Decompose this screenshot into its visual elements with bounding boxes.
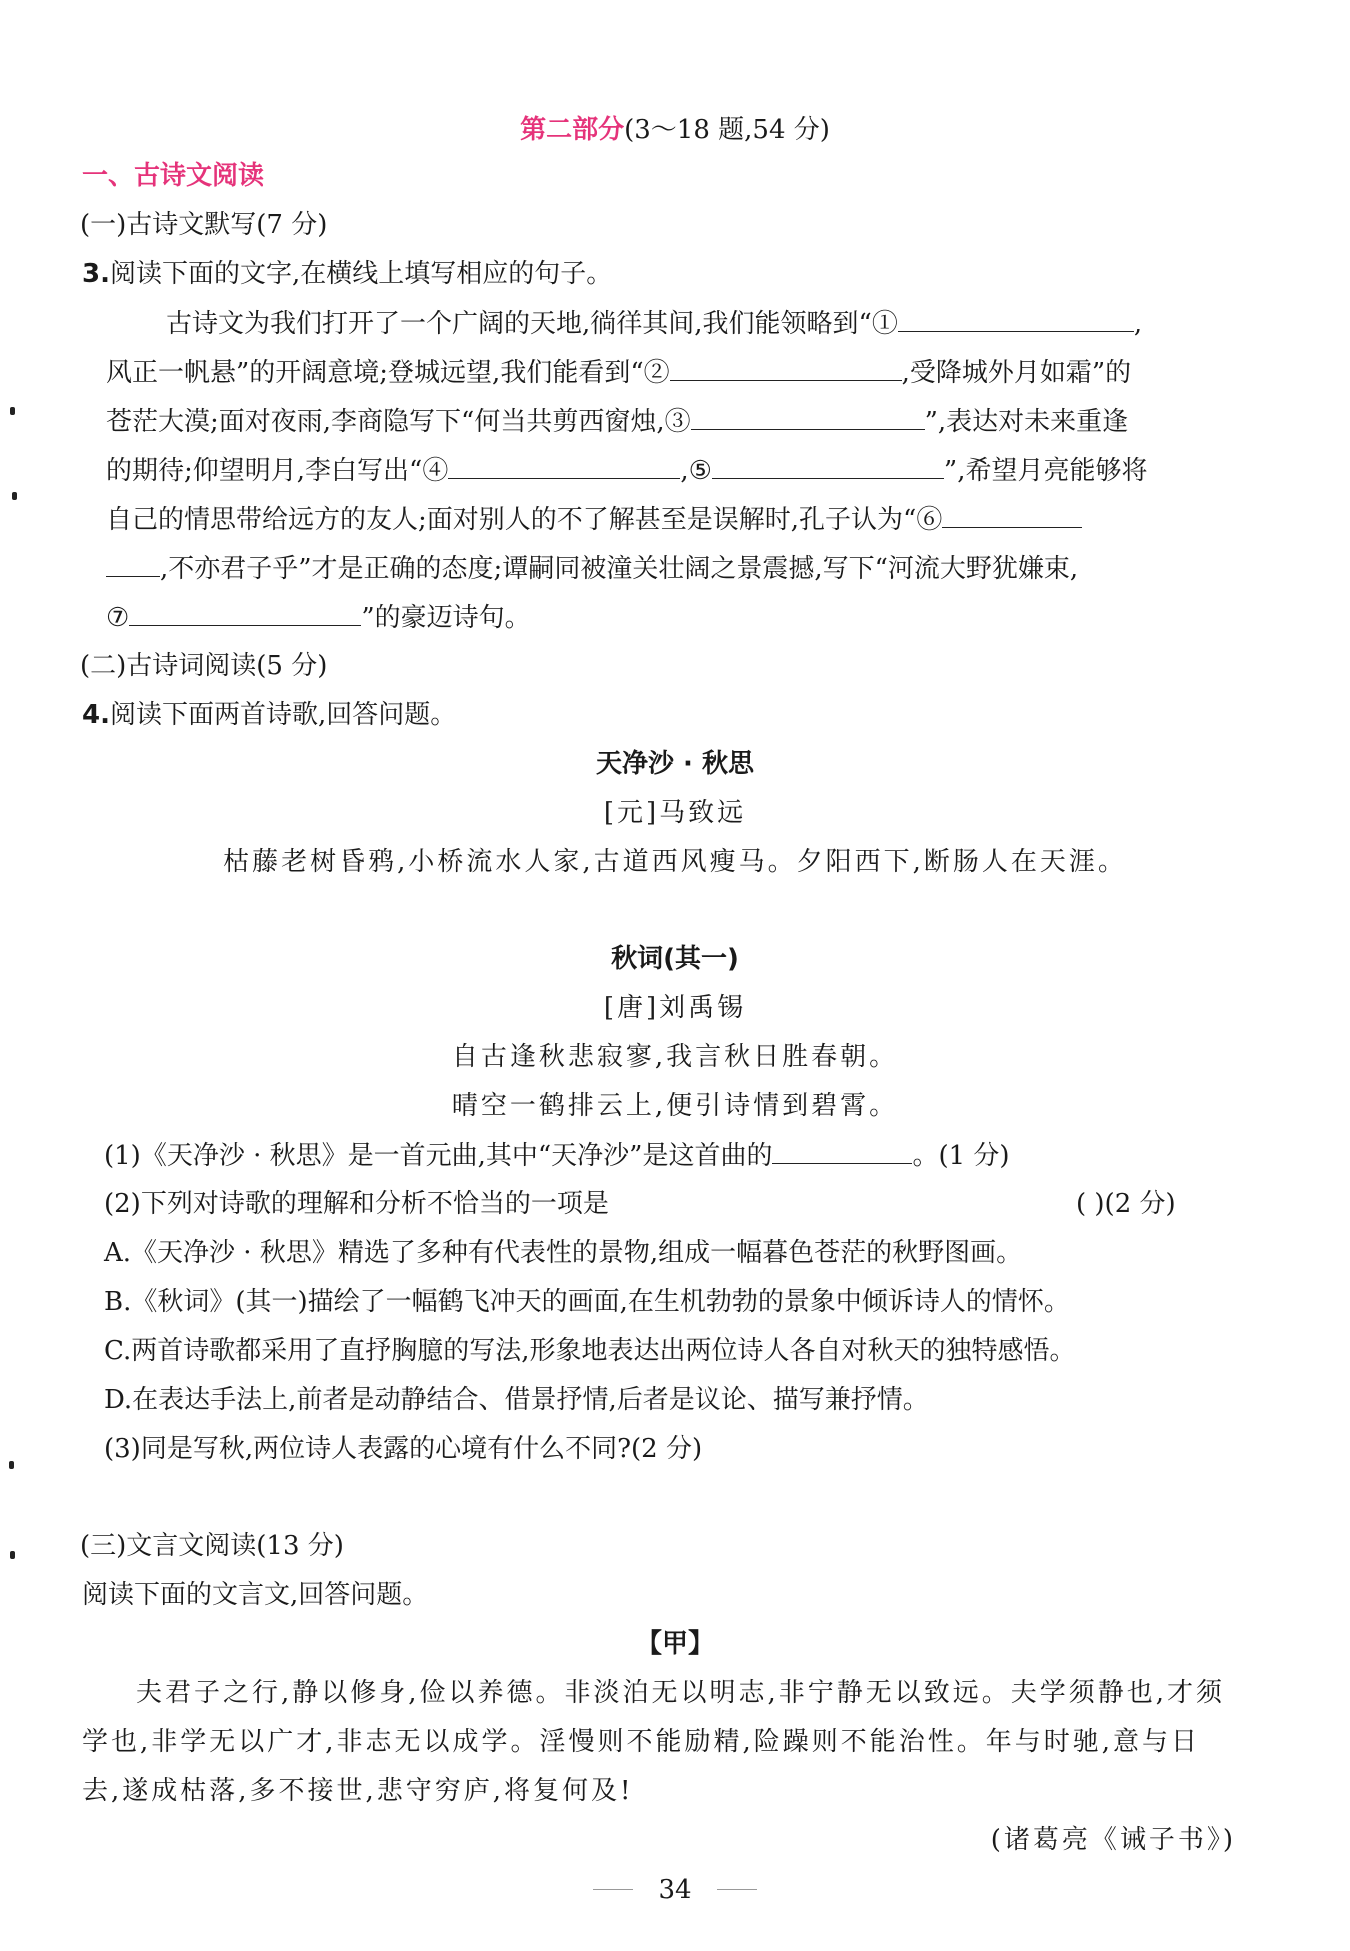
poem2-title: 秋词(其一) [611, 944, 739, 974]
answer-blank-7[interactable] [129, 599, 361, 626]
poem2-line-1: 自古逢秋悲寂寥,我言秋日胜春朝。 [451, 1042, 899, 1072]
text: 风正一帆悬”的开阔意境;登城远望,我们能看到“② [106, 358, 670, 388]
poem2-line-2: 晴空一鹤排云上,便引诗情到碧霄。 [451, 1091, 899, 1121]
text: (1)《天净沙 · 秋思》是一首元曲,其中“天净沙”是这首曲的 [104, 1141, 773, 1171]
passage-line-1: 夫君子之行,静以修身,俭以养德。非淡泊无以明志,非宁静无以致远。夫学须静也,才须 [136, 1678, 1226, 1708]
answer-blank-6a[interactable] [942, 501, 1082, 528]
answer-blank-2[interactable] [670, 354, 902, 381]
text: , [1133, 309, 1143, 339]
question-4-stem [82, 697, 456, 733]
question-text: 阅读下面两首诗歌,回答问题。 [109, 700, 457, 730]
passage-line-2: 学也,非学无以广才,非志无以成学。淫慢则不能励精,险躁则不能治性。年与时驰,意与日 [82, 1727, 1201, 1757]
text: ,不亦君子乎”才是正确的态度;谭嗣同被潼关壮阔之景震撼,写下“河流大野犹嫌束, [160, 554, 1079, 584]
option-a[interactable]: A.《天净沙 · 秋思》精选了多种有代表性的景物,组成一幅暮色苍茫的秋野图画。 [104, 1238, 1023, 1268]
margin-mark [12, 492, 17, 500]
answer-paren[interactable]: ( )(2 分) [1076, 1189, 1176, 1219]
q4-part-1 [104, 1137, 1010, 1174]
text: ”,表达对未来重逢 [924, 407, 1129, 437]
q3-line-5 [106, 501, 1082, 538]
poem1-text: 枯藤老树昏鸦,小桥流水人家,古道西风瘦马。夕阳西下,断肠人在天涯。 [223, 847, 1127, 877]
answer-blank-3[interactable] [691, 403, 925, 430]
option-d[interactable]: D.在表达手法上,前者是动静结合、借景抒情,后者是议论、描写兼抒情。 [104, 1385, 929, 1415]
poem1-author: [元]马致远 [603, 798, 747, 828]
answer-blank-1[interactable] [898, 305, 1134, 332]
subsection-heading: (一)古诗文默写(7 分) [80, 210, 328, 240]
q3-line-3 [106, 403, 1128, 440]
answer-blank-6b[interactable] [106, 550, 160, 577]
margin-mark [10, 1551, 15, 1559]
text: ”,希望月亮能够将 [943, 456, 1148, 486]
passage-jia-label: 【甲】 [635, 1629, 714, 1659]
text: 自己的情思带给远方的友人;面对别人的不了解甚至是误解时,孔子认为“⑥ [106, 505, 943, 535]
q3-line-7 [106, 599, 531, 636]
q3-line-2 [106, 354, 1131, 391]
question-3-stem [82, 256, 612, 292]
subsection-heading: (二)古诗词阅读(5 分) [80, 651, 328, 681]
wyw-stem: 阅读下面的文言文,回答问题。 [82, 1580, 429, 1610]
section-heading: 一、古诗文阅读 [82, 161, 265, 191]
question-number: 4. [82, 700, 110, 730]
answer-blank-q4-1[interactable] [772, 1137, 912, 1164]
q4-part-3: (3)同是写秋,两位诗人表露的心境有什么不同?(2 分) [104, 1434, 703, 1464]
passage-source: (诸葛亮《诫子书》) [990, 1825, 1236, 1855]
text: 苍茫大漠;面对夜雨,李商隐写下“何当共剪西窗烛,③ [106, 407, 691, 437]
q3-line-4 [106, 452, 1147, 489]
question-number: 3. [82, 259, 110, 289]
margin-mark [9, 1461, 14, 1469]
text: ⑦ [106, 603, 130, 633]
answer-blank-4[interactable] [448, 452, 680, 479]
option-c[interactable]: C.两首诗歌都采用了直抒胸臆的写法,形象地表达出两位诗人各自对秋天的独特感悟。 [104, 1336, 1076, 1366]
footer-rule-right [717, 1889, 757, 1890]
q3-line-1 [166, 305, 1142, 342]
option-b[interactable]: B.《秋词》(其一)描绘了一幅鹤飞冲天的画面,在生机勃勃的景象中倾诉诗人的情怀。 [104, 1287, 1070, 1317]
text: ,受降城外月如霜”的 [901, 358, 1132, 388]
passage-line-3: 去,遂成枯落,多不接世,悲守穷庐,将复何及! [82, 1776, 634, 1806]
part-title-sub: (3～18 题,54 分) [624, 115, 830, 145]
text: 。(1 分) [912, 1141, 1010, 1171]
page-number: 34 [658, 1875, 692, 1905]
part-title [0, 112, 1350, 148]
q3-line-6 [106, 550, 1078, 587]
part-title-main: 第二部分 [520, 115, 625, 145]
poem2-author: [唐]刘禹锡 [603, 993, 747, 1023]
margin-mark [10, 407, 15, 415]
subsection-heading: (三)文言文阅读(13 分) [80, 1531, 344, 1561]
text: 的期待;仰望明月,李白写出“④ [106, 456, 449, 486]
text: ”的豪迈诗句。 [361, 603, 531, 633]
q4-part-2: (2)下列对诗歌的理解和分析不恰当的一项是 [104, 1189, 609, 1219]
text: ,⑤ [680, 456, 712, 486]
poem1-title: 天净沙 · 秋思 [596, 749, 754, 779]
answer-blank-5[interactable] [712, 452, 944, 479]
question-text: 阅读下面的文字,在横线上填写相应的句子。 [109, 259, 613, 289]
text: 古诗文为我们打开了一个广阔的天地,徜徉其间,我们能领略到“① [166, 309, 898, 339]
